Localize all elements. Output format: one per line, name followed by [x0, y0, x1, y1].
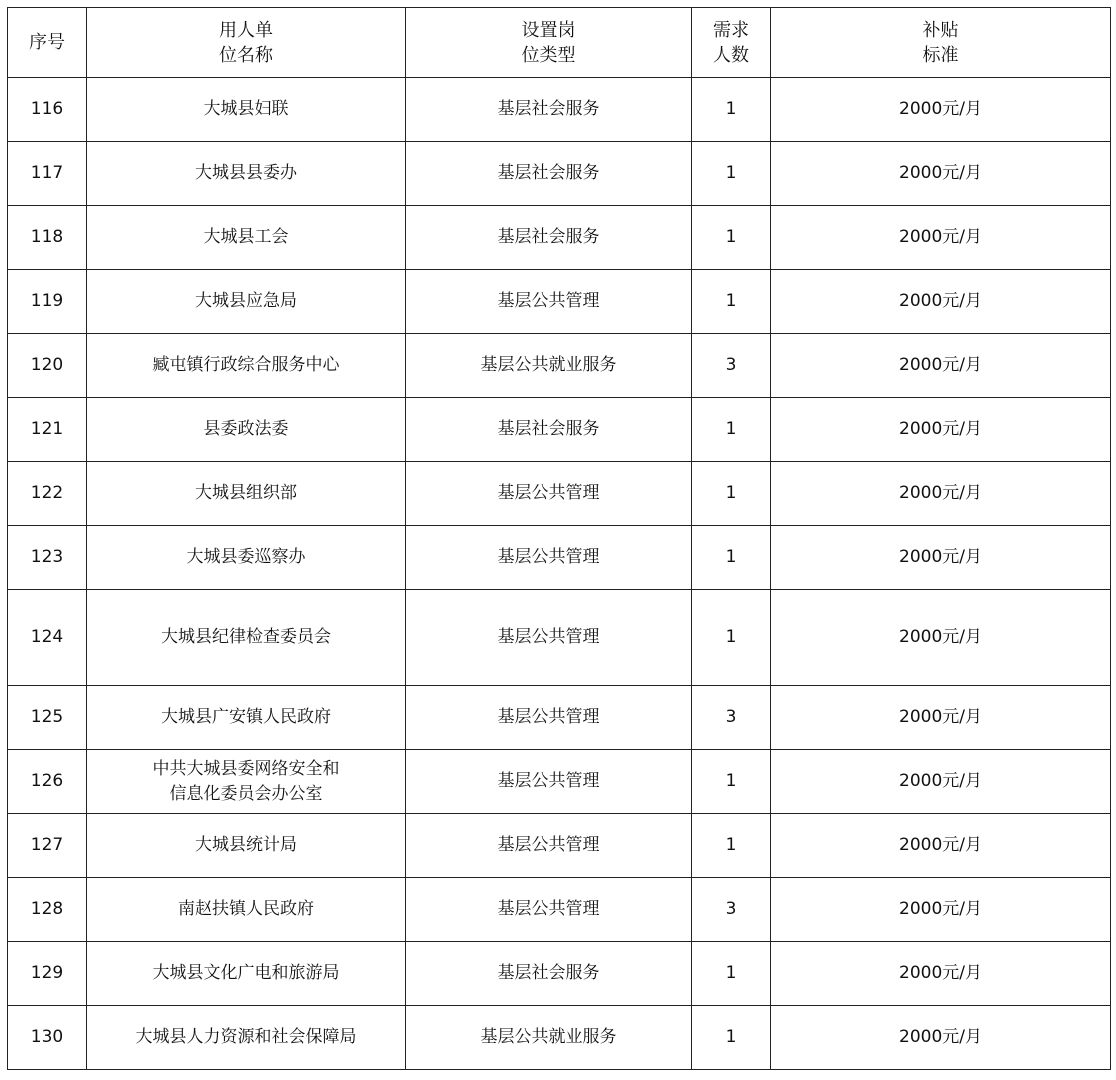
- table-row: [8, 462, 1111, 526]
- header-type: 设置岗 位类型: [406, 8, 692, 78]
- cell-type: 基层公共管理: [406, 750, 692, 814]
- cell-subsidy: 2000元/月: [771, 878, 1111, 942]
- cell-count: 1: [692, 142, 771, 206]
- cell-unit: 臧屯镇行政综合服务中心: [87, 334, 406, 398]
- cell-subsidy: 2000元/月: [771, 206, 1111, 270]
- table-row: [8, 942, 1111, 1006]
- cell-unit: 南赵扶镇人民政府: [87, 878, 406, 942]
- cell-unit: 大城县统计局: [87, 814, 406, 878]
- table-row: [8, 750, 1111, 814]
- cell-type: 基层公共就业服务: [406, 334, 692, 398]
- cell-count: 1: [692, 398, 771, 462]
- cell-index: 119: [8, 270, 87, 334]
- cell-unit: 大城县人力资源和社会保障局: [87, 1006, 406, 1070]
- cell-count: 1: [692, 206, 771, 270]
- table-row: [8, 878, 1111, 942]
- cell-unit: 大城县县委办: [87, 142, 406, 206]
- cell-subsidy: 2000元/月: [771, 334, 1111, 398]
- cell-count: 1: [692, 78, 771, 142]
- cell-subsidy: 2000元/月: [771, 462, 1111, 526]
- table-row: [8, 814, 1111, 878]
- cell-count: 3: [692, 686, 771, 750]
- cell-count: 1: [692, 462, 771, 526]
- header-subsidy: 补贴 标准: [771, 8, 1111, 78]
- table-row: [8, 1006, 1111, 1070]
- cell-subsidy: 2000元/月: [771, 590, 1111, 686]
- cell-type: 基层社会服务: [406, 398, 692, 462]
- cell-type: 基层公共管理: [406, 270, 692, 334]
- cell-index: 124: [8, 590, 87, 686]
- cell-subsidy: 2000元/月: [771, 686, 1111, 750]
- cell-subsidy: 2000元/月: [771, 942, 1111, 1006]
- cell-index: 128: [8, 878, 87, 942]
- cell-subsidy: 2000元/月: [771, 1006, 1111, 1070]
- recruitment-table: [7, 7, 1111, 1070]
- cell-unit: 中共大城县委网络安全和 信息化委员会办公室: [87, 750, 406, 814]
- table-row: [8, 206, 1111, 270]
- cell-count: 1: [692, 750, 771, 814]
- cell-index: 121: [8, 398, 87, 462]
- cell-index: 122: [8, 462, 87, 526]
- cell-count: 3: [692, 878, 771, 942]
- cell-count: 1: [692, 270, 771, 334]
- cell-index: 118: [8, 206, 87, 270]
- table-row: [8, 590, 1111, 686]
- cell-count: 1: [692, 526, 771, 590]
- header-count: 需求 人数: [692, 8, 771, 78]
- cell-unit: 大城县纪律检查委员会: [87, 590, 406, 686]
- cell-index: 129: [8, 942, 87, 1006]
- cell-unit: 大城县文化广电和旅游局: [87, 942, 406, 1006]
- cell-count: 3: [692, 334, 771, 398]
- table-row: [8, 270, 1111, 334]
- table-row: [8, 398, 1111, 462]
- cell-type: 基层社会服务: [406, 206, 692, 270]
- cell-type: 基层社会服务: [406, 78, 692, 142]
- cell-unit: 大城县工会: [87, 206, 406, 270]
- cell-count: 1: [692, 942, 771, 1006]
- cell-index: 126: [8, 750, 87, 814]
- cell-type: 基层公共管理: [406, 462, 692, 526]
- table-body: [8, 78, 1111, 1070]
- cell-subsidy: 2000元/月: [771, 398, 1111, 462]
- cell-unit: 县委政法委: [87, 398, 406, 462]
- cell-type: 基层社会服务: [406, 942, 692, 1006]
- cell-unit: 大城县应急局: [87, 270, 406, 334]
- cell-unit: 大城县组织部: [87, 462, 406, 526]
- cell-index: 127: [8, 814, 87, 878]
- cell-type: 基层公共管理: [406, 686, 692, 750]
- cell-unit: 大城县妇联: [87, 78, 406, 142]
- cell-index: 116: [8, 78, 87, 142]
- cell-count: 1: [692, 590, 771, 686]
- table-row: [8, 686, 1111, 750]
- cell-type: 基层公共就业服务: [406, 1006, 692, 1070]
- cell-type: 基层公共管理: [406, 590, 692, 686]
- cell-subsidy: 2000元/月: [771, 750, 1111, 814]
- header-unit: 用人单 位名称: [87, 8, 406, 78]
- cell-unit: 大城县委巡察办: [87, 526, 406, 590]
- cell-subsidy: 2000元/月: [771, 814, 1111, 878]
- cell-index: 120: [8, 334, 87, 398]
- cell-count: 1: [692, 814, 771, 878]
- cell-index: 130: [8, 1006, 87, 1070]
- header-index: 序号: [8, 8, 87, 78]
- cell-type: 基层公共管理: [406, 526, 692, 590]
- header-row: [8, 8, 1111, 78]
- cell-type: 基层社会服务: [406, 142, 692, 206]
- table-row: [8, 334, 1111, 398]
- cell-subsidy: 2000元/月: [771, 270, 1111, 334]
- cell-type: 基层公共管理: [406, 814, 692, 878]
- table-row: [8, 526, 1111, 590]
- cell-index: 123: [8, 526, 87, 590]
- cell-subsidy: 2000元/月: [771, 78, 1111, 142]
- table-row: [8, 78, 1111, 142]
- cell-subsidy: 2000元/月: [771, 526, 1111, 590]
- cell-unit: 大城县广安镇人民政府: [87, 686, 406, 750]
- table-row: [8, 142, 1111, 206]
- cell-count: 1: [692, 1006, 771, 1070]
- cell-subsidy: 2000元/月: [771, 142, 1111, 206]
- cell-type: 基层公共管理: [406, 878, 692, 942]
- cell-index: 125: [8, 686, 87, 750]
- cell-index: 117: [8, 142, 87, 206]
